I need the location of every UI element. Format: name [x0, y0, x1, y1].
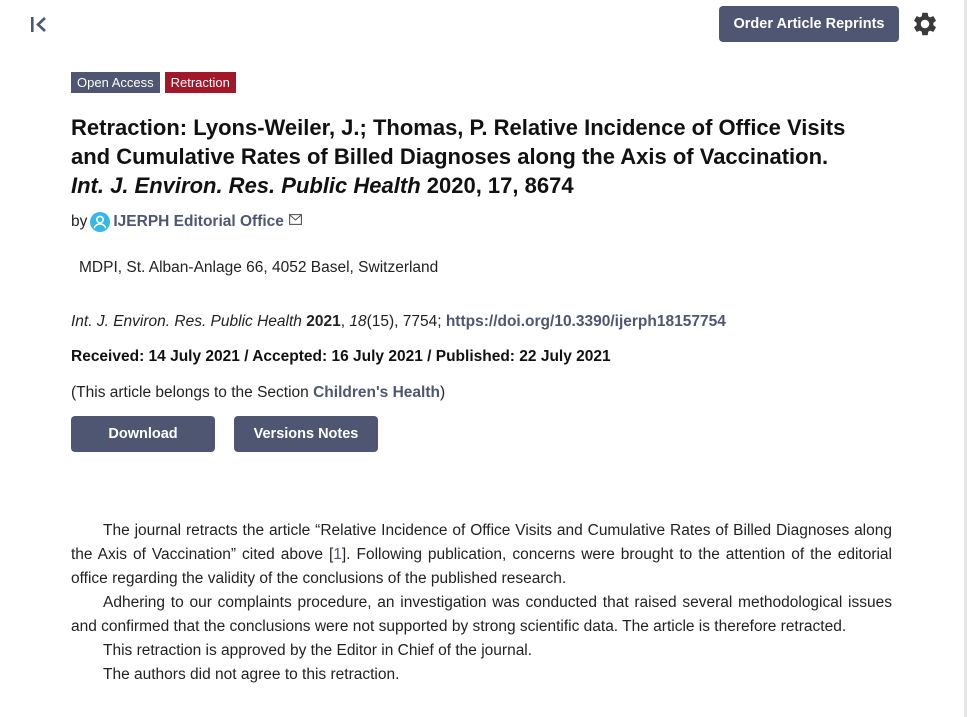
article-title: [71, 113, 861, 200]
collapse-sidebar-icon[interactable]: [28, 14, 50, 36]
article-body: [71, 519, 892, 687]
title-journal: Int. J. Environ. Res. Public Health: [71, 173, 421, 198]
article-badges: [71, 72, 236, 93]
citation-issue-pages: (15), 7754;: [366, 313, 446, 330]
affiliation: MDPI, St. Alban-Anlage 66, 4052 Basel, Switzerland: [79, 259, 439, 276]
reference-link[interactable]: 1: [333, 546, 342, 563]
open-access-badge[interactable]: Open Access: [71, 72, 160, 93]
publication-dates: Received: 14 July 2021 / Accepted: 16 July 2021 / Published: 22 July 2021: [71, 348, 611, 365]
citation-year: 2021: [306, 313, 341, 330]
download-button[interactable]: Download: [71, 416, 215, 452]
title-suffix: 2020, 17, 8674: [420, 173, 574, 198]
by-label: by: [71, 213, 88, 230]
body-paragraph: [71, 519, 892, 591]
citation-line: Int. J. Environ. Res. Public Health 2021, 18(15), 7754; https://doi.org/10.3390/ijerph18157754: [71, 313, 726, 330]
citation-journal: Int. J. Environ. Res. Public Health: [71, 313, 302, 330]
body-p1-a: The journal retracts the article “Relative Incidence of Office Visits and Cumulative Rates of Billed Diagnoses along the Axis of Vaccination” cited above [: [71, 522, 892, 563]
body-p1-b: ]. Following publication, concerns were brought to the attention of the editorial office regarding the validity of the conclusions of the published research.: [71, 546, 892, 587]
retraction-badge: Retraction: [165, 72, 236, 93]
section-prefix: (This article belongs to the Section: [71, 384, 314, 401]
doi-link[interactable]: https://doi.org/10.3390/ijerph18157754: [445, 313, 726, 330]
gear-icon[interactable]: [911, 10, 939, 38]
author-line: [71, 212, 302, 232]
body-paragraph: Adhering to our complaints procedure, an investigation was conducted that raised several methodological issues and confirmed that the conclusions were not supported by strong scientific data. The article is therefore retracted.: [71, 594, 892, 635]
order-reprints-button[interactable]: Order Article Reprints: [719, 6, 899, 42]
body-paragraph: This retraction is approved by the Editor in Chief of the journal.: [103, 642, 533, 659]
section-link[interactable]: Children's Health: [313, 384, 440, 401]
title-prefix: Retraction: Lyons-Weiler, J.; Thomas, P. Relative Incidence of Office Visits and Cumulative Rates of Billed Diagnoses along the Axis of Vaccination.: [71, 115, 846, 169]
section-suffix: ): [439, 384, 446, 401]
citation-volume: 18: [349, 313, 367, 330]
versions-notes-button[interactable]: Versions Notes: [234, 416, 378, 452]
body-paragraph: The authors did not agree to this retraction.: [103, 666, 400, 683]
author-name-link[interactable]: IJERPH Editorial Office: [113, 213, 284, 230]
author-avatar-icon: [90, 212, 110, 232]
section-line: [71, 384, 445, 402]
email-icon[interactable]: [289, 214, 302, 225]
